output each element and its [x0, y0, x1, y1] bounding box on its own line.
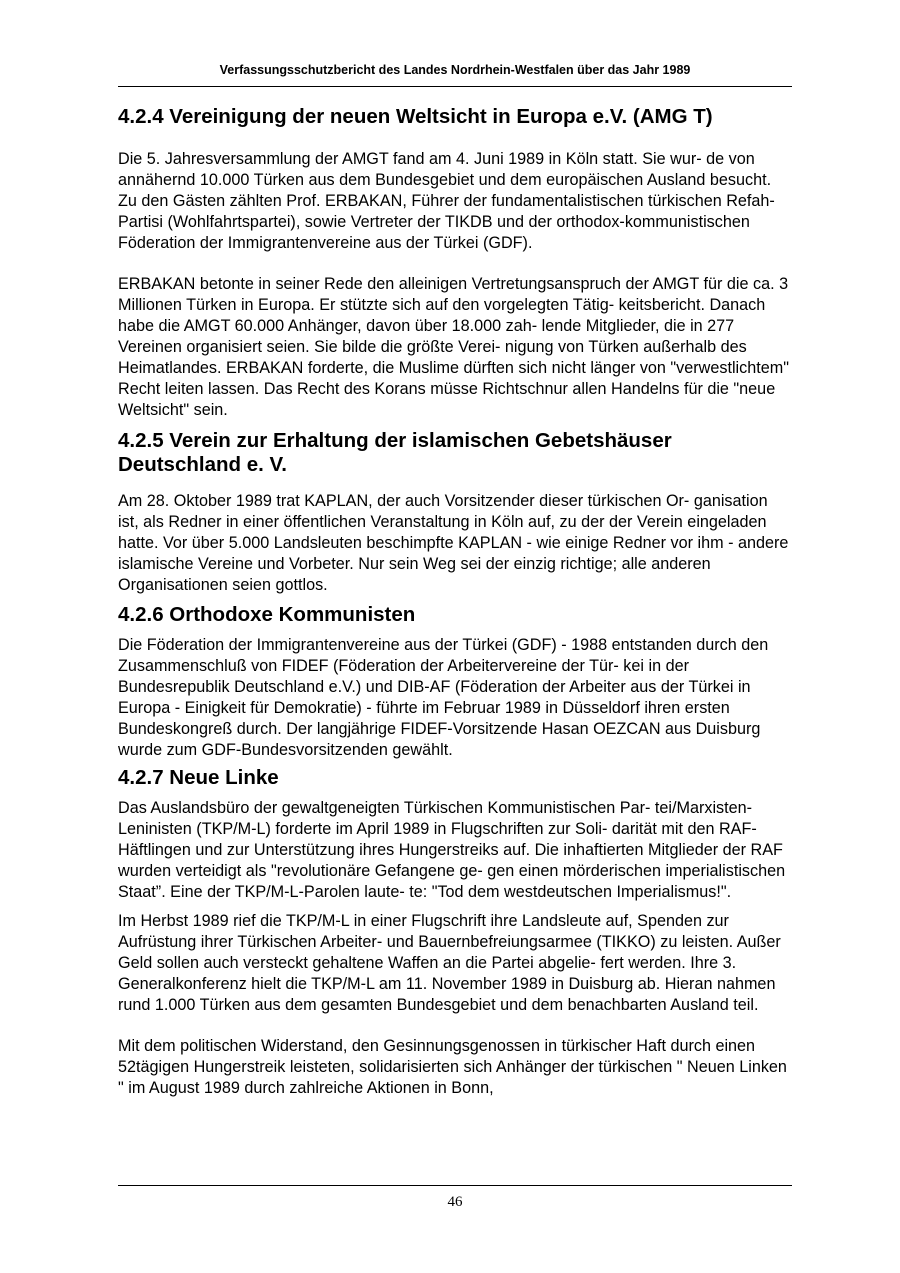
paragraph: Am 28. Oktober 1989 trat KAPLAN, der auch Vorsitzender dieser türkischen Or- ganisation ist, als Redner in einer öffentlichen Veranstaltung in Köln auf, zu der der Verein eingeladen hatte. Vor über 5.000 Landsleuten beschimpfte KAPLAN - wie einige Redner vor ihm - andere islamische Vereine und Vorbeter. Nur sein Weg sei der einzig richtige; alle anderen Organisationen seien gottlos.	[118, 492, 789, 594]
paragraph: Die Föderation der Immigrantenvereine aus der Türkei (GDF) - 1988 entstanden durch den Zusammenschluß von FIDEF (Föderation der Arbeitervereine der Tür- kei in der Bundesrepublik Deutschland e.V.) und DIB-AF (Föderation der Arbeiter aus der Türkei in Europa - Einigkeit für Demokratie) - führte im Februar 1989 in Düsseldorf ihren ersten Bundeskongreß durch. Der langjährige FIDEF-Vorsitzende Hasan OEZCAN aus Duisburg wurde zum GDF-Bundesvorsitzenden gewählt.	[118, 636, 769, 759]
paragraph: ERBAKAN betonte in seiner Rede den alleinigen Vertretungsanspruch der AMGT für die ca. 3 Millionen Türken in Europa. Er stützte sich auf den vorgelegten Tätig- keitsbericht. Danach habe die AMGT 60.000 Anhänger, davon über 18.000 zah- lende Mitglieder, die in 277 Vereinen organisiert seien. Sie bilde die größte Verei- nigung von Türken außerhalb des Heimatlandes. ERBAKAN forderte, die Muslime dürften sich nicht länger von "verwestlichtem" Recht leiten lassen. Das Recht des Korans müsse Richtschnur allen Handelns für die "neue Weltsicht" sein.	[118, 275, 789, 419]
section-4-2-7	[118, 766, 792, 1099]
section-heading: 4.2.7 Neue Linke	[118, 766, 279, 789]
paragraph: Die 5. Jahresversammlung der AMGT fand am 4. Juni 1989 in Köln statt. Sie wur- de von annähernd 10.000 Türken aus dem Bundesgebiet und dem europäischen Ausland besucht. Zu den Gästen zählten Prof. ERBAKAN, Führer der fundamentalistischen türkischen Refah-Partisi (Wohlfahrtspartei), sowie Vertreter der TIKDB und der orthodox-kommunistischen Föderation der Immigrantenvereine aus der Türkei (GDF).	[118, 150, 775, 252]
header-rule	[118, 86, 792, 87]
section-heading: 4.2.5 Verein zur Erhaltung der islamischen Gebetshäuser Deutschland e. V.	[118, 429, 672, 476]
section-heading: 4.2.6 Orthodoxe Kommunisten	[118, 603, 416, 626]
page-content	[118, 103, 792, 1099]
running-header: Verfassungsschutzbericht des Landes Nordrhein-Westfalen über das Jahr 1989	[219, 63, 691, 77]
section-4-2-5	[118, 429, 792, 596]
page-number: 46	[447, 1194, 463, 1210]
section-4-2-6	[118, 603, 792, 761]
section-4-2-4	[118, 105, 792, 421]
section-heading: 4.2.4 Vereinigung der neuen Weltsicht in Europa e.V. (AMG T)	[118, 105, 713, 128]
paragraph: Das Auslandsbüro der gewaltgeneigten Türkischen Kommunistischen Par- tei/Marxisten-Leninisten (TKP/M-L) forderte im April 1989 in Flugschriften zur Soli- darität mit den RAF-Häftlingen und zur Unterstützung ihres Hungerstreiks auf. Die inhaftierten Mitglieder der RAF wurden verteidigt als "revolutionäre Gefangene ge- gen einen mörderischen imperialistischen Staat”. Eine der TKP/M-L-Parolen laute- te: "Tod dem westdeutschen Imperialismus!".	[118, 799, 786, 901]
paragraph: Mit dem politischen Widerstand, den Gesinnungsgenossen in türkischer Haft durch einen 52tägigen Hungerstreik leisteten, solidarisierten sich Anhänger der türkischen " Neuen Linken " im August 1989 durch zahlreiche Aktionen in Bonn,	[118, 1037, 787, 1097]
footer-rule	[118, 1185, 792, 1186]
paragraph: Im Herbst 1989 rief die TKP/M-L in einer Flugschrift ihre Landsleute auf, Spenden zur Aufrüstung ihrer Türkischen Arbeiter- und Bauernbefreiungsarmee (TIKKO) zu leisten. Außer Geld sollen auch versteckt gehaltene Waffen an die Partei abgelie- fert werden. Ihre 3. Generalkonferenz hielt die TKP/M-L am 11. November 1989 in Duisburg ab. Hieran nahmen rund 1.000 Türken aus dem gesamten Bundesgebiet und dem benachbarten Ausland teil.	[118, 912, 781, 1014]
